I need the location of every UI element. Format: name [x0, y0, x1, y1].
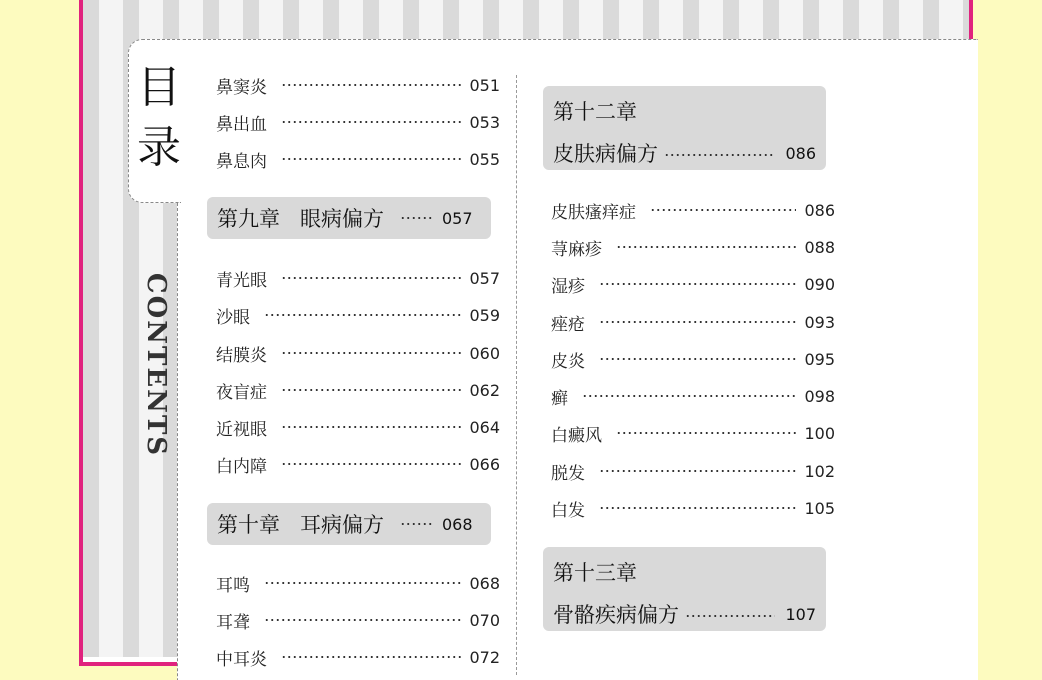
toc-entry[interactable]: 癣 098 [551, 386, 835, 409]
toc-entry[interactable]: 近视眼 064 [216, 417, 500, 440]
chapter-heading-9[interactable]: 第九章 眼病偏方 057 [207, 197, 491, 239]
dot-leader [599, 321, 796, 323]
dot-leader [582, 395, 796, 397]
toc-title-char-2: 录 [137, 122, 181, 173]
toc-entry[interactable]: 耳鸣 068 [216, 573, 500, 596]
dot-leader [599, 507, 796, 509]
dot-leader [281, 352, 461, 354]
toc-entry[interactable]: 鼻出血 053 [216, 112, 500, 135]
dot-leader [281, 463, 461, 465]
dot-leader [264, 582, 461, 584]
contents-label: CONTENTS [141, 272, 171, 458]
dot-leader [616, 432, 796, 434]
chapter-heading-10[interactable]: 第十章 耳病偏方 068 [207, 503, 491, 545]
toc-entry[interactable]: 皮肤瘙痒症 086 [551, 200, 835, 223]
dot-leader [281, 277, 461, 279]
dot-leader [281, 389, 461, 391]
chapter-heading-13[interactable]: 第十三章 骨骼疾病偏方 107 [543, 547, 826, 631]
toc-entry[interactable]: 痤疮 093 [551, 312, 835, 335]
dot-leader [281, 426, 461, 428]
dot-leader [616, 246, 796, 248]
toc-title-char-1: 目 [137, 62, 181, 113]
dot-leader [281, 656, 461, 658]
dot-leader [281, 121, 461, 123]
dot-leader [281, 84, 461, 86]
dot-leader [599, 283, 796, 285]
toc-entry[interactable]: 白内障 066 [216, 454, 500, 477]
toc-entry[interactable]: 荨麻疹 088 [551, 237, 835, 260]
toc-entry[interactable]: 脱发 102 [551, 461, 835, 484]
toc-entry[interactable]: 夜盲症 062 [216, 380, 500, 403]
toc-entry[interactable]: 耳聋 070 [216, 610, 500, 633]
toc-entry[interactable]: 湿疹 090 [551, 274, 835, 297]
dot-leader [264, 314, 461, 316]
toc-entry[interactable]: 中耳炎 072 [216, 647, 500, 670]
dot-leader [650, 209, 796, 211]
dot-leader [599, 358, 796, 360]
column-divider [516, 75, 517, 675]
toc-entry[interactable]: 沙眼 059 [216, 305, 500, 328]
toc-entry[interactable]: 白发 105 [551, 498, 835, 521]
toc-entry[interactable]: 青光眼 057 [216, 268, 500, 291]
toc-entry[interactable]: 白癜风 100 [551, 423, 835, 446]
toc-entry[interactable]: 鼻窦炎 051 [216, 75, 500, 98]
dot-leader [599, 470, 796, 472]
toc-entry[interactable]: 结膜炎 060 [216, 343, 500, 366]
chapter-heading-12[interactable]: 第十二章 皮肤病偏方 086 [543, 86, 826, 170]
dot-leader [281, 158, 461, 160]
toc-entry[interactable]: 鼻息肉 055 [216, 149, 500, 172]
toc-entry[interactable]: 皮炎 095 [551, 349, 835, 372]
dot-leader [264, 619, 461, 621]
